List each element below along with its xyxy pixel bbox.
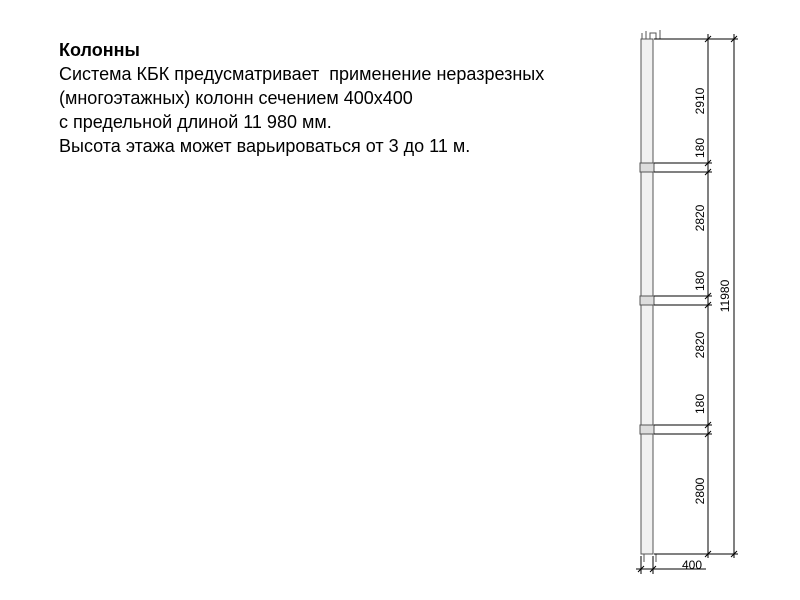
dim-label-2910: 2910 <box>693 87 707 115</box>
description-line-1: Система КБК предусматривает применение неразрезных <box>59 64 545 84</box>
dim-label-2800: 2800 <box>693 477 707 505</box>
dim-label-2820-2: 2820 <box>693 331 707 359</box>
dimension-labels <box>682 87 732 572</box>
description-line-2: (многоэтажных) колонн сечением 400х400 <box>59 88 413 108</box>
dim-label-total-11980: 11980 <box>718 279 732 313</box>
dim-label-180-3: 180 <box>693 393 707 415</box>
slide-title: Колонны <box>59 40 140 60</box>
dim-label-180-2: 180 <box>693 270 707 292</box>
dim-label-width-400: 400 <box>681 558 703 572</box>
dim-label-180-1: 180 <box>693 137 707 159</box>
description-line-3: с предельной длиной 11 980 мм. <box>59 112 332 132</box>
dim-label-2820-1: 2820 <box>693 204 707 232</box>
description-line-4: Высота этажа может варьироваться от 3 до 11 м. <box>59 136 471 156</box>
